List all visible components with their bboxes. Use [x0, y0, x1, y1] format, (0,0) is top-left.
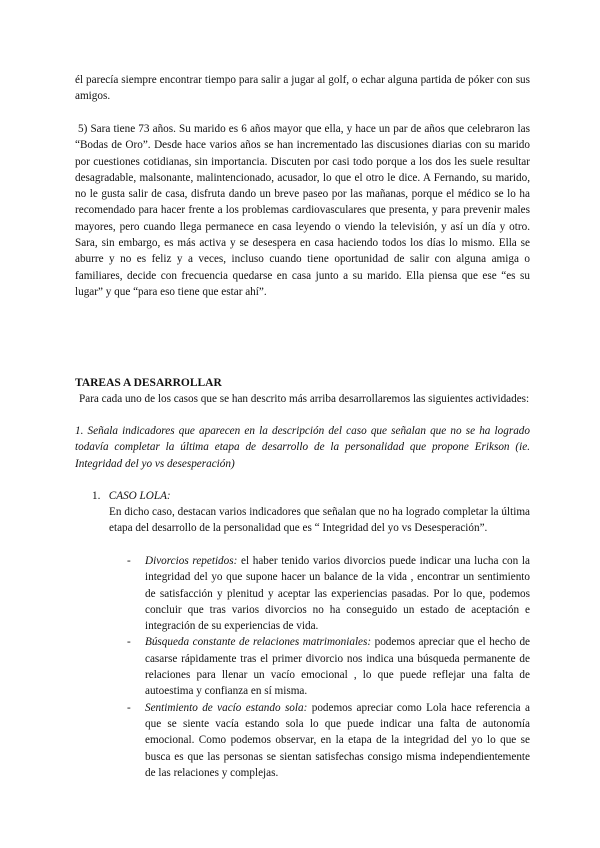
indicator-label: Sentimiento de vacío estando sola: — [145, 701, 308, 714]
dash-bullet: - — [127, 555, 131, 567]
indicator-label: Divorcios repetidos: — [145, 555, 238, 567]
case-5-paragraph: 5) Sara tiene 73 años. Su marido es 6 años mayor que ella, y hace un par de años que celebraron las “Bodas de Oro”. Desde hace varios años se han incrementado las discusiones diarias con su marido por cuestiones cotidianas, sin importancia. Discuten por casi todo porque a los dos les suele resultar desagradable, malsonante, malintencionado, acusador, lo que el otro le dice. A Fernando, su marido, no le gusta salir de casa, disfruta dando un breve paseo por las mañanas, porque el médico se lo ha recomendado para hacer frente a los problemas cardiovasculares que presenta, y para prevenir males mayores, pero cuando llega permanece en casa leyendo o viendo la televisión, y así un día y otro. Sara, sin embargo, es más activa y se desespera en casa haciendo todos los días lo mismo. Ella se aburre y no es feliz y a veces, incluso cuando tiene oportunidad de salir con alguna amiga o familiares, decide con frecuencia quedarse en casa junto a su marido. Ella piensa que ese “es su lugar” y que “para eso tiene que estar ahí”. — [75, 123, 530, 298]
indicator-list — [127, 553, 530, 781]
dash-bullet: - — [127, 701, 131, 714]
list-item — [127, 700, 530, 781]
intro-tail-paragraph: él parecía siempre encontrar tiempo para salir a jugar al golf, o echar alguna partida de póker con sus amigos. — [75, 74, 530, 103]
indicator-label: Búsqueda constante de relaciones matrimoniales: — [145, 636, 372, 649]
case-lola-heading — [92, 488, 171, 504]
indicator-text: podemos apreciar que el hecho de casarse rápidamente tras el primer divorcio nos indica una búsqueda permanente de relaciones para llenar un vacío emocional , lo que puede reflejar una falta de autoestima y confianza en sí misma. — [145, 636, 531, 698]
tasks-intro: Para cada uno de los casos que se han descrito más arriba desarrollaremos las siguientes actividades: — [79, 393, 530, 405]
case-lola-intro: En dicho caso, destacan varios indicadores que señalan que no ha logrado completar la última etapa del desarrollo de la personalidad que es “ Integridad del yo vs Desesperación”. — [109, 506, 530, 535]
task-item-1: 1. Señala indicadores que aparecen en la descripción del caso que señalan que no se ha logrado todavía completar la última etapa de desarrollo de la personalidad que propone Erikson (ie. Integridad del yo vs desesperación) — [75, 425, 530, 470]
dash-bullet: - — [127, 636, 131, 649]
list-item — [127, 553, 530, 634]
tasks-heading: TAREAS A DESARROLLAR — [75, 377, 222, 389]
list-item — [127, 634, 530, 699]
case-title: CASO LOLA: — [108, 490, 171, 502]
indicator-text: podemos apreciar como Lola hace referencia a que se siente vacía estando sola lo que puede indicar una falta de autonomía emocional. Como podemos observar, en la etapa de la integridad del yo lo que se busca es que las personas se sientan satisfechas consigo misma independientemente de las relaciones y complejas. — [145, 701, 530, 779]
indicator-text: el haber tenido varios divorcios puede indicar una lucha con la integridad del yo que supone hacer un balance de la vida , encontrar un sentimiento de satisfacción y plenitud y aceptar las experiencias pasadas. Por lo que, podemos concluir que tras varios divorcios no ha conseguido un estado de aceptación e integración de su experiencias de vida. — [145, 555, 530, 633]
case-number: 1. — [92, 490, 101, 502]
